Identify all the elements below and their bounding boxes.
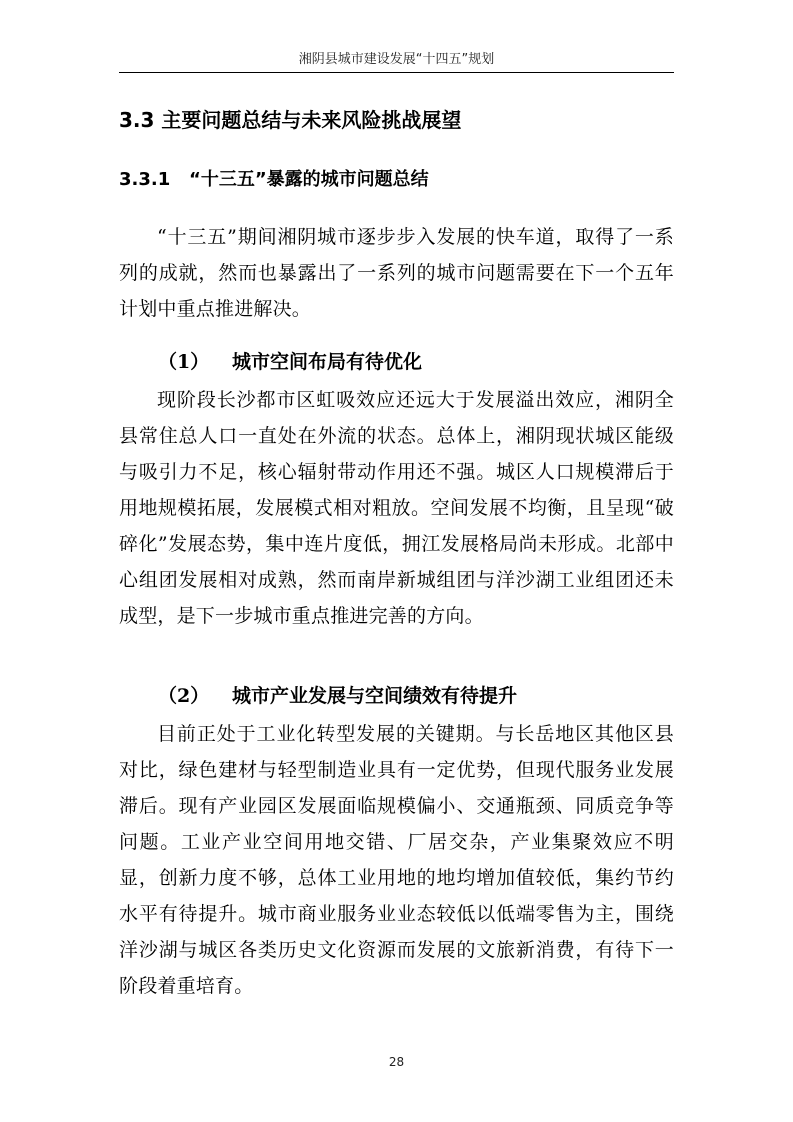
item-heading-2 bbox=[158, 681, 678, 708]
intro-paragraph: “十三五”期间湘阴城市逐步步入发展的快车道，取得了一系列的成就，然而也暴露出了一系列的城市问题需要在下一个五年计划中重点推进解决。 bbox=[119, 226, 674, 320]
page-number: 28 bbox=[388, 1055, 405, 1069]
section-heading: 3.3 主要问题总结与未来风险挑战展望 bbox=[119, 108, 462, 132]
item-number-1: （1） bbox=[158, 351, 210, 373]
subsection-heading bbox=[119, 165, 679, 191]
subsection-title: “十三五”暴露的城市问题总结 bbox=[189, 169, 429, 190]
header-divider bbox=[119, 72, 674, 73]
item-paragraph-2: 目前正处于工业化转型发展的关键期。与长岳地区其他区县对比，绿色建材与轻型制造业具有一定优势，但现代服务业发展滞后。现有产业园区发展面临规模偏小、交通瓶颈、同质竞争等问题。工业产业空间用地交错、厂居交杂，产业集聚效应不明显，创新力度不够，总体工业用地的地均增加值较低，集约节约水平有待提升。城市商业服务业业态较低以低端零售为主，围绕洋沙湖与城区各类历史文化资源而发展的文旅新消费，有待下一阶段着重培育。 bbox=[119, 723, 674, 997]
item-title-1: 城市空间布局有待优化 bbox=[232, 351, 423, 373]
item-paragraph-1: 现阶段长沙都市区虹吸效应还远大于发展溢出效应，湘阴全县常住总人口一直处在外流的状态。总体上，湘阴现状城区能级与吸引力不足，核心辐射带动作用还不强。城区人口规模滞后于用地规模拓展，发展模式相对粗放。空间发展不均衡，且呈现“破碎化”发展态势，集中连片度低，拥江发展格局尚未形成。北部中心组团发展相对成熟，然而南岸新城组团与洋沙湖工业组团还未成型，是下一步城市重点推进完善的方向。 bbox=[119, 389, 674, 627]
item-title-2: 城市产业发展与空间绩效有待提升 bbox=[232, 685, 518, 707]
subsection-number: 3.3.1 bbox=[119, 169, 171, 190]
item-heading-1 bbox=[158, 347, 678, 374]
running-header: 湘阴县城市建设发展“十四五”规划 bbox=[298, 52, 495, 67]
item-number-2: （2） bbox=[158, 685, 210, 707]
